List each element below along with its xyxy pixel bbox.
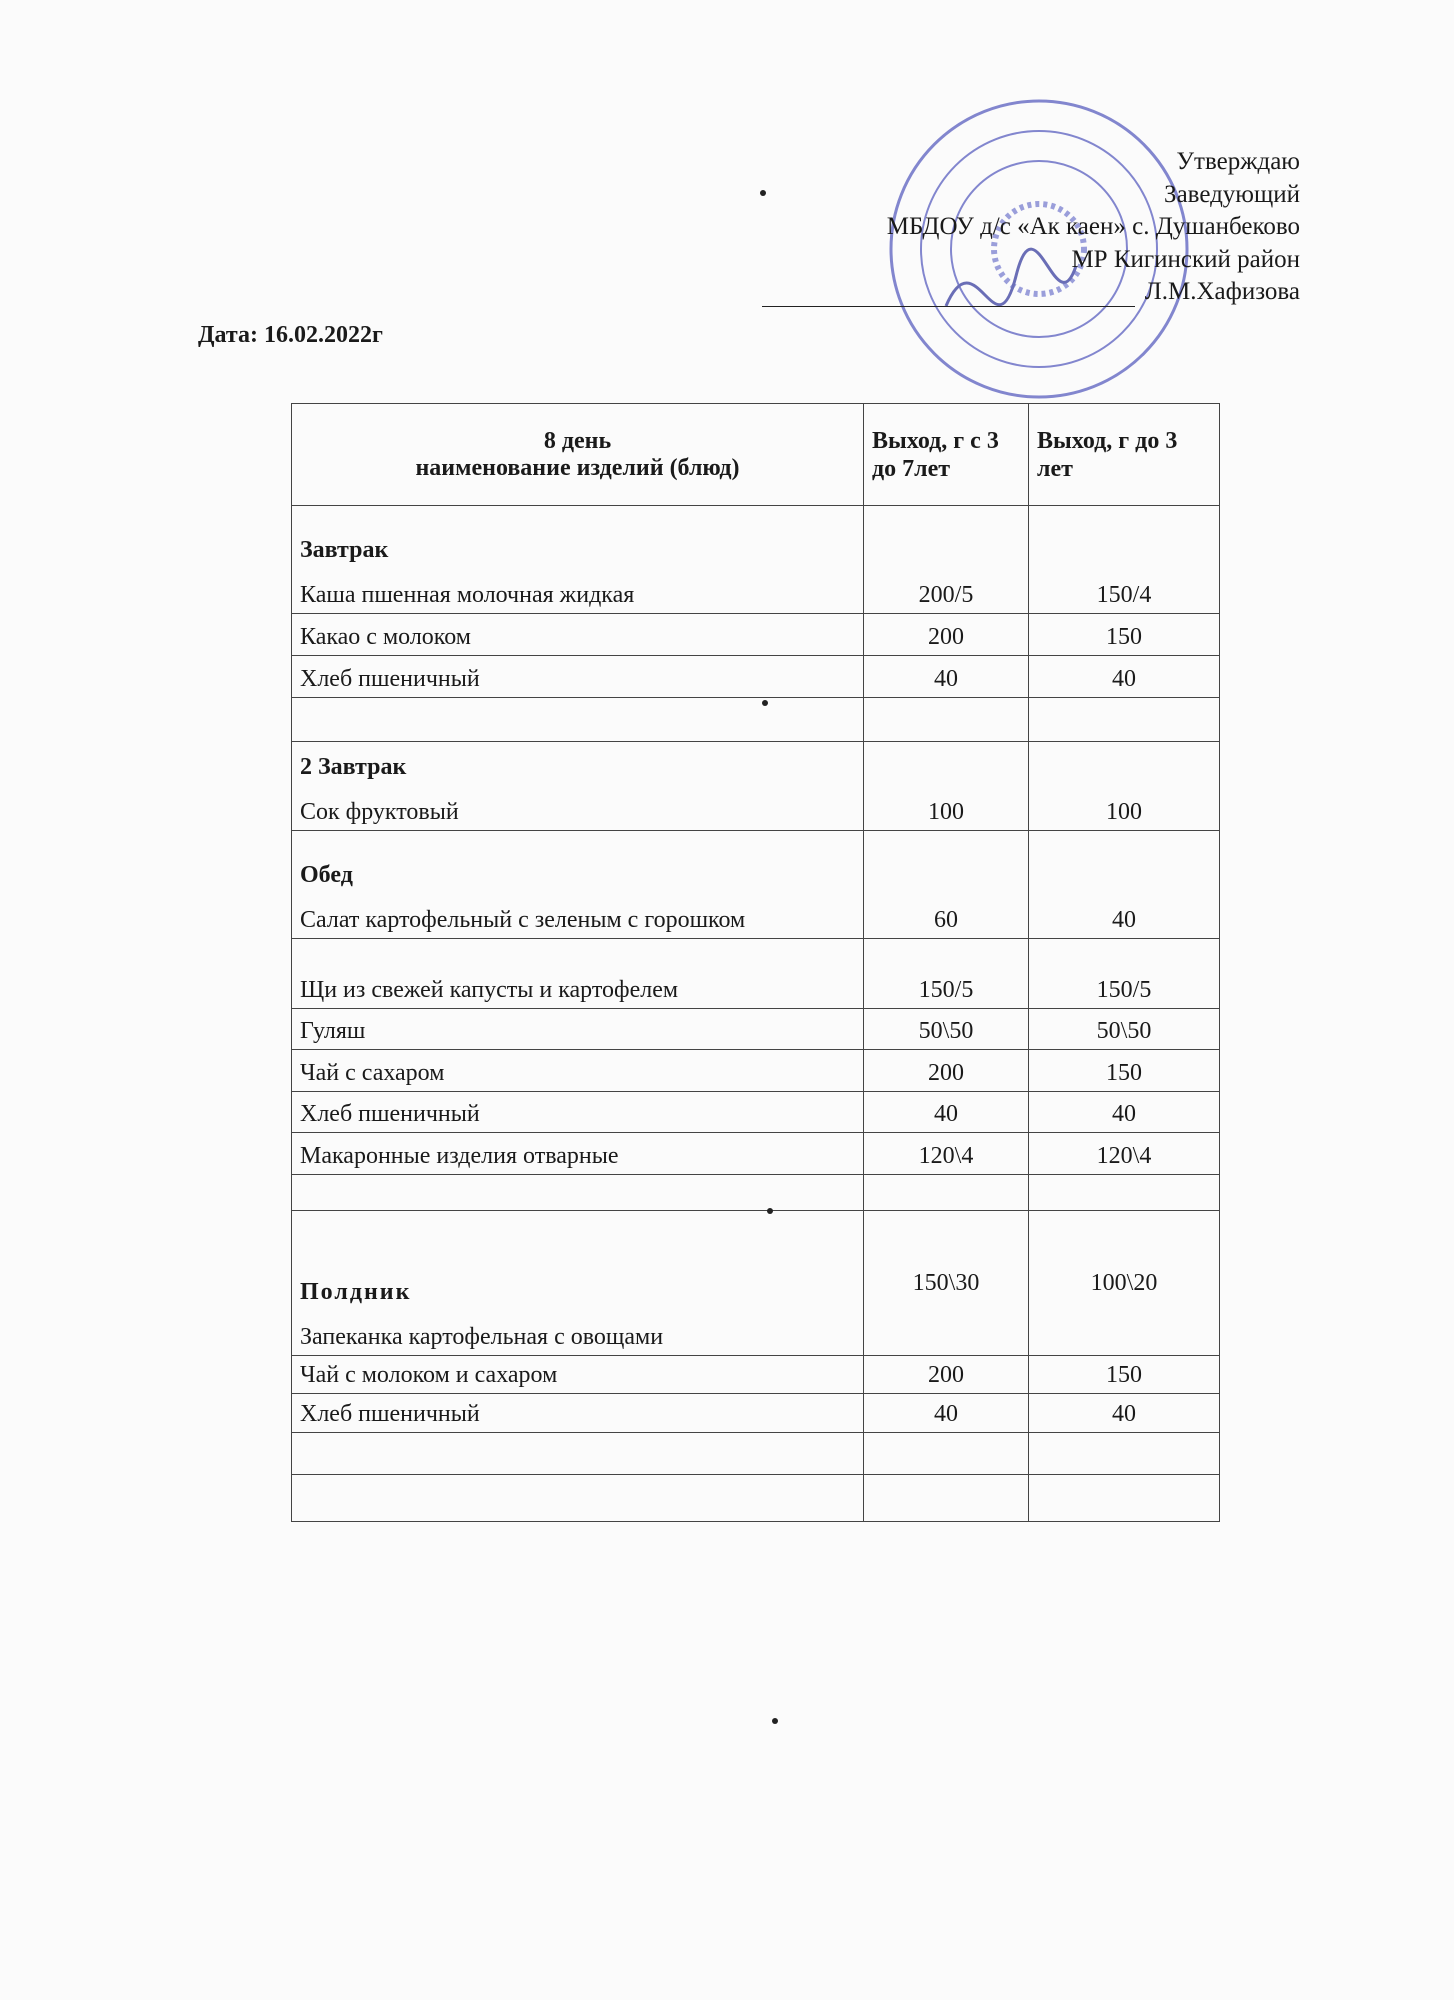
scan-speck [762,700,768,706]
table-row [292,1394,1220,1433]
table-row [292,831,1220,939]
dish-name: Каша пшенная молочная жидкая [300,582,635,608]
table-row [292,1009,1220,1050]
yield-3-7 [864,1475,1029,1522]
dish-cell [292,1009,864,1050]
table-row [292,1475,1220,1522]
approve-line: Утверждаю [1176,148,1300,175]
yield-under-3: 40 [1029,1092,1220,1133]
yield-3-7: 40 [864,1394,1029,1433]
yield-3-7: 200 [864,1050,1029,1092]
approval-block [887,146,1300,309]
dish-cell [292,1211,864,1356]
meal-label: Обед [300,862,353,888]
dish-cell [292,1356,864,1394]
table-row [292,698,1220,742]
dish-cell [292,1175,864,1211]
yield-3-7: 150\30 [864,1211,1029,1356]
menu-table [291,403,1220,1522]
district-line: МР Кигинский район [1071,245,1300,273]
yield-under-3: 100\20 [1029,1211,1220,1356]
yield-3-7: 120\4 [864,1133,1029,1175]
yield-under-3 [1029,1433,1220,1475]
table-row [292,1092,1220,1133]
dish-cell [292,1433,864,1475]
yield-3-7: 200/5 [864,506,1029,614]
dish-name: Чай с сахаром [300,1060,445,1086]
yield-under-3: 50\50 [1029,1009,1220,1050]
dish-cell [292,742,864,831]
table-header-row [292,404,1220,506]
dish-cell [292,1394,864,1433]
menu-date: Дата: 16.02.2022г [198,322,383,348]
yield-under-3: 40 [1029,656,1220,698]
table-row [292,614,1220,656]
dish-name: Хлеб пшеничный [300,1401,480,1427]
dish-cell [292,698,864,742]
dish-cell [292,1133,864,1175]
dish-name: Хлеб пшеничный [300,666,480,692]
dish-name: Какао с молоком [300,624,471,650]
dish-cell [292,656,864,698]
dish-name: Макаронные изделия отварные [300,1143,619,1169]
dish-cell [292,1475,864,1522]
yield-3-7: 200 [864,1356,1029,1394]
table-row [292,656,1220,698]
table-row [292,939,1220,1009]
header-yield-3-7: Выход, г с 3 до 7лет [864,404,1029,506]
yield-under-3: 40 [1029,831,1220,939]
dish-cell [292,939,864,1009]
yield-under-3: 150 [1029,1050,1220,1092]
table-row [292,1050,1220,1092]
yield-under-3 [1029,698,1220,742]
yield-3-7 [864,698,1029,742]
yield-under-3: 100 [1029,742,1220,831]
director-name: Л.М.Хафизова [1144,278,1300,305]
scan-speck [767,1208,773,1214]
yield-under-3: 120\4 [1029,1133,1220,1175]
dish-name: Запеканка картофельная с овощами [300,1324,664,1350]
yield-3-7: 200 [864,614,1029,656]
yield-3-7: 100 [864,742,1029,831]
dish-name: Салат картофельный с зеленым с горошком [300,907,746,933]
yield-under-3: 150/4 [1029,506,1220,614]
yield-3-7: 60 [864,831,1029,939]
yield-3-7: 150/5 [864,939,1029,1009]
yield-under-3 [1029,1175,1220,1211]
yield-under-3: 150 [1029,1356,1220,1394]
table-row [292,506,1220,614]
dish-cell [292,831,864,939]
yield-3-7 [864,1433,1029,1475]
yield-under-3: 150/5 [1029,939,1220,1009]
dish-cell [292,506,864,614]
yield-3-7: 40 [864,656,1029,698]
position-line: Заведующий [1164,180,1300,208]
meal-label: 2 Завтрак [300,754,407,780]
header-dish-name [292,404,864,506]
table-row [292,1433,1220,1475]
yield-under-3: 150 [1029,614,1220,656]
dish-name: Щи из свежей капусты и картофелем [300,977,679,1003]
scan-speck [772,1718,778,1724]
meal-label: Завтрак [300,537,389,563]
table-row [292,1175,1220,1211]
scan-speck [760,190,766,196]
dish-name: Хлеб пшеничный [300,1101,480,1127]
day-label: 8 день [543,427,612,454]
dish-cell [292,1092,864,1133]
yield-3-7: 40 [864,1092,1029,1133]
yield-under-3 [1029,1475,1220,1522]
dish-cell [292,614,864,656]
table-row [292,1133,1220,1175]
meal-label: Полдник [300,1279,412,1305]
table-row [292,1356,1220,1394]
table-row [292,1211,1220,1356]
dish-cell [292,1050,864,1092]
header-yield-under-3: Выход, г до 3 лет [1029,404,1220,506]
yield-3-7: 50\50 [864,1009,1029,1050]
signature-line [762,306,1135,307]
dish-name: Сок фруктовый [300,799,459,825]
table-row [292,742,1220,831]
dish-name: Чай с молоком и сахаром [300,1362,558,1388]
yield-under-3: 40 [1029,1394,1220,1433]
dish-name: Гуляш [300,1018,366,1044]
dish-column-label: наименование изделий (блюд) [415,454,740,481]
yield-3-7 [864,1175,1029,1211]
organization-line: МБДОУ д/с «Ак каен» с. Душанбеково [886,213,1300,240]
